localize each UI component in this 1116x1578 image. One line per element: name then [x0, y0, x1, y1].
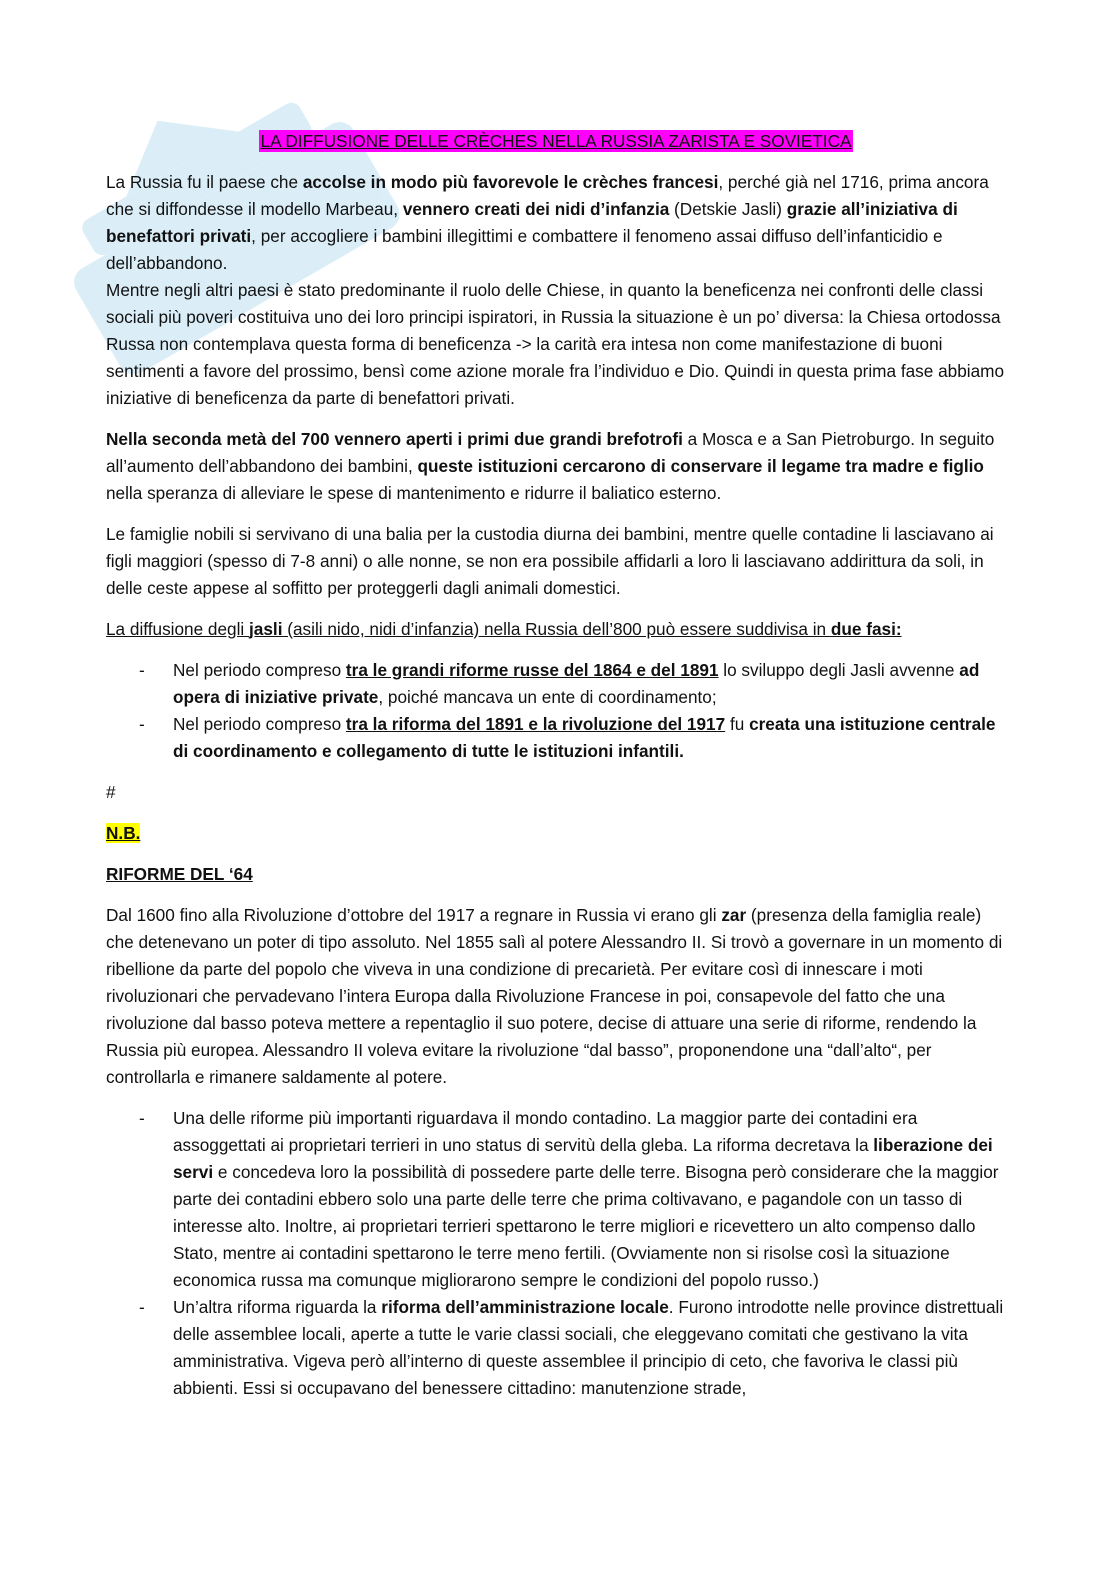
text: Nel periodo compreso	[173, 714, 346, 734]
text: lo sviluppo degli Jasli avvenne	[718, 660, 960, 680]
dash-bullet: -	[139, 1108, 145, 1128]
text: La diffusione degli	[106, 619, 250, 639]
section-heading	[106, 861, 1006, 888]
text: fu	[725, 714, 750, 734]
text: Un’altra riforma riguarda la	[173, 1297, 382, 1317]
text: nella speranza di alleviare le spese di mantenimento e ridurre il baliatico esterno.	[106, 483, 722, 503]
text: Una delle riforme più importanti riguardava il mondo contadino. La maggior parte dei contadini era assoggettati ai proprietari terrieri in uno status di servitù della gleba. La riforma decretava la	[173, 1108, 918, 1155]
text: (Detskie Jasli)	[669, 199, 787, 219]
phases-list	[106, 657, 1006, 765]
bold-text: grazie all’iniziativa di benefattori privati	[106, 199, 958, 246]
heading-text: RIFORME DEL ‘64	[106, 864, 253, 884]
text: a Mosca e a San Pietroburgo. In seguito all’aumento dell’abbandono dei bambini,	[106, 429, 995, 476]
text: , perché già nel 1716, prima ancora che si diffondesse il modello Marbeau,	[106, 172, 989, 219]
list-item	[106, 657, 1006, 711]
bold-text: due fasi:	[830, 619, 902, 639]
document-page	[106, 128, 1006, 1416]
text: , per accogliere i bambini illegittimi e combattere il fenomeno assai diffuso dell’infanticidio e dell’abbandono.	[106, 226, 943, 273]
bold-text: riforma dell’amministrazione locale	[381, 1297, 669, 1317]
paragraph-two-phases	[106, 616, 1006, 643]
text: Nel periodo compreso	[173, 660, 346, 680]
bold-text: jasli	[249, 619, 283, 639]
bold-text: accolse in modo più favorevole le crèches francesi	[302, 172, 719, 192]
text: . Furono introdotte nelle province distrettuali delle assemblee locali, aperte a tutte le varie classi sociali, che eleggevano comitati che gestivano la vita amministrativa. Vigeva però all’interno di queste assemblee il principio di ceto, che favoriva le classi più abbienti. Essi si occupavano del benessere cittadino: manutenzione strade,	[173, 1297, 1004, 1398]
text: e concedeva loro la possibilità di possedere parte delle terre. Bisogna però considerare che la maggior parte dei contadini ebbero solo una parte delle terre che prima coltivavano, e pagandole con un tasso di interesse alto. Inoltre, ai proprietari terrieri spettarono le terre migliori e ricevettero un alto compenso dallo Stato, mentre ai contadini spettarono le terre meno fertili. (Ovviamente non si risolse così la situazione economica russa ma comunque migliorarono sempre le condizioni del popolo russo.)	[173, 1162, 999, 1290]
list-item	[106, 1105, 1006, 1294]
paragraph-churches: Mentre negli altri paesi è stato predominante il ruolo delle Chiese, in quanto la beneficenza nei confronti delle classi sociali più poveri costituiva uno dei loro principi ispiratori, in Russia la situazione è un po’ diversa: la Chiesa ortodossa Russa non contemplava questa forma di beneficenza -> la carità era intesa non come manifestazione di buoni sentimenti a favore del prossimo, bensì come azione morale fra l’individuo e Dio. Quindi in questa prima fase abbiamo iniziative di beneficenza da parte di benefattori privati.	[106, 280, 1005, 408]
reforms-list	[106, 1105, 1006, 1402]
nb-highlight: N.B.	[106, 823, 141, 843]
paragraph-zar	[106, 902, 1006, 1091]
text: La Russia fu il paese che	[106, 172, 303, 192]
text: (presenza della famiglia reale) che detenevano un poter di tipo assoluto. Nel 1855 salì al potere Alessandro II. Si trovò a governare in un momento di ribellione da parte del popolo che viveva in una condizione di precarietà. Per evitare così di innescare i moti rivoluzionari che pervadevano l’intera Europa dalla Rivoluzione Francese in poi, consapevole del fatto che una rivoluzione dal basso poteva mettere a repentaglio il suo potere, decise di attuare una serie di riforme, rendendo la Russia più europea. Alessandro II voleva evitare la rivoluzione “dal basso”, proponendone una “dall’alto“, per controllarla e rimanere saldamente al potere.	[106, 905, 1003, 1087]
bold-underlined-text: tra le grandi riforme russe del 1864 e del 1891	[345, 660, 719, 680]
paragraph-brefotrofi	[106, 426, 1006, 507]
list-item	[106, 711, 1006, 765]
text: (asili nido, nidi d’infanzia) nella Russia dell’800 può essere suddivisa in	[282, 619, 831, 639]
paragraph-intro	[106, 169, 1006, 277]
nb-label	[106, 820, 1006, 847]
dash-bullet: -	[139, 1297, 145, 1317]
hash-line: #	[106, 782, 116, 802]
paragraph-families: Le famiglie nobili si servivano di una balia per la custodia diurna dei bambini, mentre quelle contadine li lasciavano ai figli maggiori (spesso di 7-8 anni) o alle nonne, se non era possibile affidarli a loro li lasciavano addirittura da soli, in delle ceste appese al soffitto per proteggerli dagli animali domestici.	[106, 524, 994, 598]
bold-text: creata una istituzione centrale di coordinamento e collegamento di tutte le istituzioni infantili.	[173, 714, 996, 761]
dash-bullet: -	[139, 714, 145, 734]
bold-text: liberazione dei servi	[173, 1135, 993, 1182]
text: Dal 1600 fino alla Rivoluzione d’ottobre del 1917 a regnare in Russia vi erano gli	[106, 905, 722, 925]
document-title: LA DIFFUSIONE DELLE CRÈCHES NELLA RUSSIA ZARISTA E SOVIETICA	[260, 131, 852, 151]
title-block	[106, 128, 1006, 155]
bold-text: vennero creati dei nidi d’infanzia	[402, 199, 670, 219]
bold-text: ad opera di iniziative private	[173, 660, 980, 707]
list-item	[106, 1294, 1006, 1402]
dash-bullet: -	[139, 660, 145, 680]
bold-text: Nella seconda metà del 700 vennero aperti i primi due grandi brefotrofi	[106, 429, 683, 449]
text: , poiché mancava un ente di coordinamento;	[378, 687, 717, 707]
bold-text: zar	[721, 905, 747, 925]
bold-text: queste istituzioni cercarono di conservare il legame tra madre e figlio	[417, 456, 984, 476]
bold-underlined-text: tra la riforma del 1891 e la rivoluzione del 1917	[345, 714, 726, 734]
